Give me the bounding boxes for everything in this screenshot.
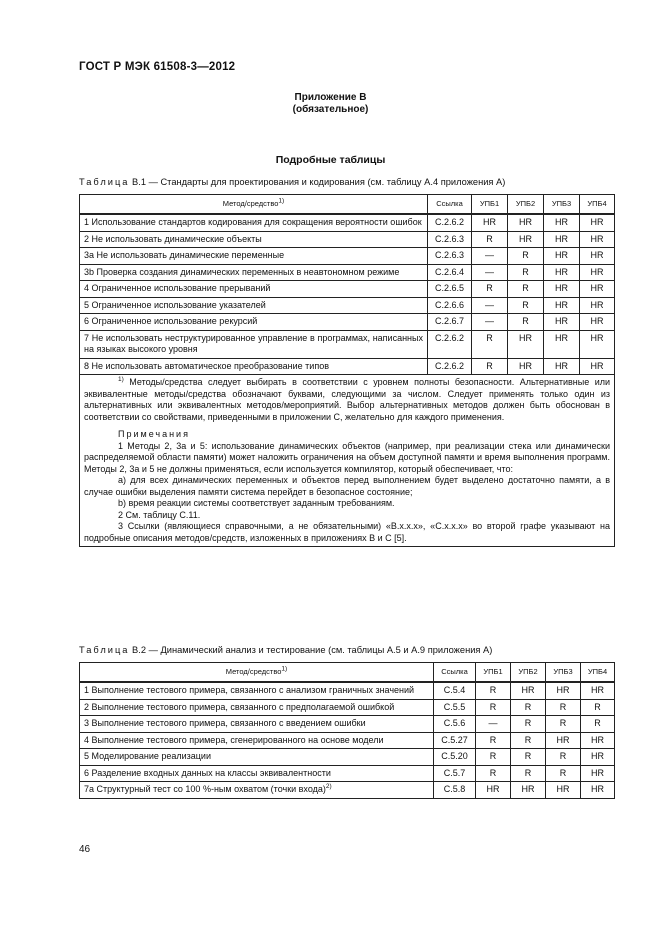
table-row	[80, 264, 615, 281]
sil1-cell: R	[472, 330, 508, 358]
table2-caption-text: В.2 — Динамический анализ и тестирование (см. таблицы А.5 и А.9 приложения А)	[129, 645, 493, 655]
sil4-cell: HR	[580, 231, 615, 248]
table-row	[80, 330, 615, 358]
method-cell: 6 Ограниченное использование рекурсий	[80, 314, 428, 331]
header-method: Метод/средство$^{1)}$	[80, 663, 434, 683]
sil4-cell: HR	[580, 330, 615, 358]
sil1-cell: —	[472, 297, 508, 314]
sil3-cell: HR	[546, 682, 581, 699]
sil2-cell: HR	[511, 682, 546, 699]
sil3-cell: HR	[544, 330, 580, 358]
header-sil2: УПБ2	[508, 195, 544, 215]
ref-cell: С.2.6.3	[428, 248, 472, 265]
sil4-cell: R	[581, 699, 615, 716]
table-b1	[79, 194, 615, 547]
sil3-cell: HR	[546, 732, 581, 749]
ref-cell: С.2.6.5	[428, 281, 472, 298]
header-method: Метод/средство$^{1)}$	[80, 195, 428, 215]
method-cell: 1 Использование стандартов кодирования для сокращения вероятности ошибок	[80, 214, 428, 231]
method-cell: 7а Структурный тест со 100 %-ным охватом (точки входа)$^{2)}$	[80, 782, 434, 799]
ref-cell: С.2.6.7	[428, 314, 472, 331]
ref-cell: С.2.6.2	[428, 330, 472, 358]
table-row	[80, 314, 615, 331]
standard-header: ГОСТ Р МЭК 61508-3—2012	[79, 61, 236, 73]
sil2-cell: R	[511, 716, 546, 733]
ref-cell: С.5.6	[434, 716, 476, 733]
sil3-cell: R	[546, 699, 581, 716]
table-row	[80, 297, 615, 314]
table2-caption-label: Таблица	[79, 645, 130, 655]
sil2-cell: HR	[508, 214, 544, 231]
ref-cell: С.5.27	[434, 732, 476, 749]
table-row	[80, 358, 615, 375]
sil3-cell: HR	[544, 297, 580, 314]
method-cell: 2 Не использовать динамические объекты	[80, 231, 428, 248]
sil3-cell: R	[546, 716, 581, 733]
sil2-cell: R	[511, 765, 546, 782]
sil3-cell: R	[546, 765, 581, 782]
ref-cell: С.5.8	[434, 782, 476, 799]
header-sil2: УПБ2	[511, 663, 546, 683]
sil3-cell: HR	[544, 231, 580, 248]
table1-notes	[80, 375, 615, 547]
table-row	[80, 765, 615, 782]
footnote-1: $^{1)}$ Методы/средства следует выбирать в соответствии с уровнем полноты безопасности. Альтернативные или эквивалентные методы/средства обозначают буквами, следующими за числом. Следует применять только один из альтернативных или эквивалентных методов/мероприятий. Выбор альтернативных методов должен быть обоснован в соответствии со свойствами, приведенными в приложении С, желательно для каждого применения.	[84, 376, 610, 422]
table1-notes-row	[80, 375, 615, 547]
ref-cell: С.2.6.2	[428, 214, 472, 231]
header-sil3: УПБ3	[544, 195, 580, 215]
ref-cell: С.5.20	[434, 749, 476, 766]
sil3-cell: HR	[544, 358, 580, 375]
header-ref: Ссылка	[434, 663, 476, 683]
sil2-cell: R	[508, 297, 544, 314]
method-cell: 3 Выполнение тестового примера, связанного с введением ошибки	[80, 716, 434, 733]
method-cell: 8 Не использовать автоматическое преобразование типов	[80, 358, 428, 375]
sil1-cell: —	[472, 264, 508, 281]
table1-caption	[79, 177, 505, 187]
sil2-cell: R	[508, 281, 544, 298]
sil2-cell: R	[511, 699, 546, 716]
sil4-cell: HR	[581, 765, 615, 782]
sil1-cell: R	[476, 732, 511, 749]
sil4-cell: HR	[580, 314, 615, 331]
method-cell: 5 Моделирование реализации	[80, 749, 434, 766]
ref-cell: С.5.5	[434, 699, 476, 716]
table-row	[80, 749, 615, 766]
method-cell: 3b Проверка создания динамических переменных в неавтономном режиме	[80, 264, 428, 281]
sil3-cell: HR	[544, 264, 580, 281]
ref-cell: С.2.6.3	[428, 231, 472, 248]
sil3-cell: HR	[546, 782, 581, 799]
note-item: 3 Ссылки (являющиеся справочными, а не обязательными) «В.х.х.х», «С.х.х.х» во второй графе указывают на подробные описания методов/средств, изложенных в приложениях В и С [5].	[84, 521, 610, 543]
table2-header-row	[80, 663, 615, 683]
sil1-cell: R	[476, 682, 511, 699]
sil1-cell: HR	[476, 782, 511, 799]
sil1-cell: R	[476, 749, 511, 766]
sil4-cell: HR	[580, 248, 615, 265]
sil3-cell: HR	[544, 314, 580, 331]
sil2-cell: R	[508, 264, 544, 281]
sil4-cell: HR	[581, 682, 615, 699]
sil3-cell: HR	[544, 214, 580, 231]
sil3-cell: R	[546, 749, 581, 766]
table-row	[80, 716, 615, 733]
sil2-cell: R	[508, 314, 544, 331]
header-sil4: УПБ4	[581, 663, 615, 683]
method-cell: 6 Разделение входных данных на классы эквивалентности	[80, 765, 434, 782]
sil3-cell: HR	[544, 281, 580, 298]
ref-cell: С.5.4	[434, 682, 476, 699]
sil2-cell: R	[511, 732, 546, 749]
sil1-cell: R	[472, 281, 508, 298]
sil4-cell: HR	[581, 732, 615, 749]
sil4-cell: HR	[580, 264, 615, 281]
header-sil4: УПБ4	[580, 195, 615, 215]
table1-caption-label: Таблица	[79, 177, 130, 187]
appendix-heading	[0, 92, 661, 116]
header-sil1: УПБ1	[476, 663, 511, 683]
sil1-cell: HR	[472, 214, 508, 231]
table-row	[80, 732, 615, 749]
sil2-cell: R	[511, 749, 546, 766]
sil1-cell: R	[476, 765, 511, 782]
sil2-cell: R	[508, 248, 544, 265]
sil1-cell: —	[472, 314, 508, 331]
table-row	[80, 281, 615, 298]
method-cell: 1 Выполнение тестового примера, связанного с анализом граничных значений	[80, 682, 434, 699]
ref-cell: С.5.7	[434, 765, 476, 782]
appendix-status: (обязательное)	[292, 104, 369, 115]
sil1-cell: —	[472, 248, 508, 265]
table1-caption-text: В.1 — Стандарты для проектирования и кодирования (см. таблицу А.4 приложения А)	[129, 177, 506, 187]
table-row	[80, 231, 615, 248]
sil1-cell: R	[476, 699, 511, 716]
note-item: 2 См. таблицу С.11.	[118, 509, 201, 520]
method-cell: 2 Выполнение тестового примера, связанного с предполагаемой ошибкой	[80, 699, 434, 716]
table-row	[80, 248, 615, 265]
method-cell: 4 Выполнение тестового примера, сгенерированного на основе модели	[80, 732, 434, 749]
sil4-cell: R	[581, 716, 615, 733]
method-cell: 4 Ограниченное использование прерываний	[80, 281, 428, 298]
sil1-cell: R	[472, 231, 508, 248]
appendix-title: Приложение В	[294, 92, 367, 103]
sil4-cell: HR	[580, 281, 615, 298]
sil3-cell: HR	[544, 248, 580, 265]
note-item: a) для всех динамических переменных и объектов перед выполнением будет выделено достаточно памяти, а в случае ошибки выделения памяти система перейдет в безопасное состояние;	[84, 475, 610, 497]
sil1-cell: —	[476, 716, 511, 733]
sil4-cell: HR	[580, 297, 615, 314]
ref-cell: С.2.6.2	[428, 358, 472, 375]
notes-title: Примечания	[118, 429, 190, 439]
section-title: Подробные таблицы	[275, 154, 386, 166]
table-row	[80, 214, 615, 231]
ref-cell: С.2.6.6	[428, 297, 472, 314]
note-item: 1 Методы 2, 3а и 5: использование динамических объектов (например, при реализации стека или динамически распределяемой области памяти) может наложить ограничения на объем доступной памяти и время выполнения программ. Методы 2, 3а и 5 не должны применяться, если используется компилятор, который обеспечивает, что:	[84, 440, 610, 474]
method-cell: 7 Не использовать неструктурированное управление в программах, написанных на языках высокого уровня	[80, 330, 428, 358]
table2-caption	[79, 645, 492, 655]
sil2-cell: HR	[508, 330, 544, 358]
header-sil1: УПБ1	[472, 195, 508, 215]
table-row	[80, 699, 615, 716]
ref-cell: С.2.6.4	[428, 264, 472, 281]
sil2-cell: HR	[508, 231, 544, 248]
sil4-cell: HR	[581, 749, 615, 766]
sil2-cell: HR	[508, 358, 544, 375]
table-row	[80, 782, 615, 799]
method-cell: 5 Ограниченное использование указателей	[80, 297, 428, 314]
note-item: b) время реакции системы соответствует заданным требованиям.	[118, 498, 395, 508]
sil4-cell: HR	[580, 214, 615, 231]
method-cell: 3а Не использовать динамические переменные	[80, 248, 428, 265]
header-sil3: УПБ3	[546, 663, 581, 683]
page-number: 46	[79, 844, 91, 855]
table1-header-row	[80, 195, 615, 215]
sil1-cell: R	[472, 358, 508, 375]
table-b2	[79, 662, 615, 799]
table-row	[80, 682, 615, 699]
sil2-cell: HR	[511, 782, 546, 799]
header-ref: Ссылка	[428, 195, 472, 215]
sil4-cell: HR	[581, 782, 615, 799]
sil4-cell: HR	[580, 358, 615, 375]
